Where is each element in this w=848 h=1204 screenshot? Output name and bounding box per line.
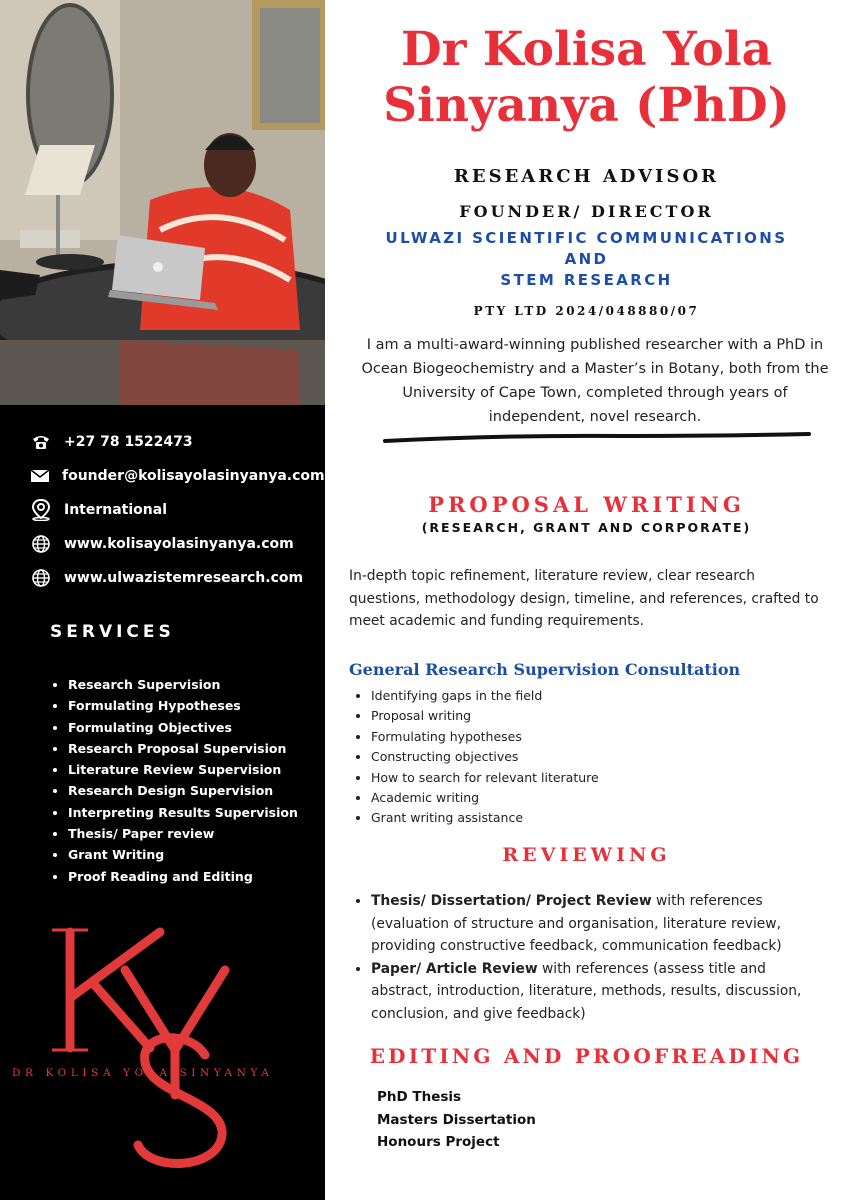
general-supervision-heading: General Research Supervision Consultation <box>349 660 741 679</box>
list-item <box>371 958 831 1026</box>
reviewing-heading: REVIEWING <box>502 844 671 866</box>
service-item: • Formulating Objectives <box>68 717 298 738</box>
proposal-heading: PROPOSAL WRITING <box>428 492 745 517</box>
list-item: Masters Dissertation <box>377 1111 536 1128</box>
list-item: • Formulating hypotheses <box>371 727 599 747</box>
general-supervision-list <box>353 686 599 829</box>
list-item: • Academic writing <box>371 788 599 808</box>
website-link-1: www.kolisayolasinyanya.com <box>64 536 294 552</box>
review-type: Paper/ Article Review <box>371 960 538 977</box>
company-registration: PTY LTD 2024/048880/07 <box>473 304 700 318</box>
service-item: • Research Supervision <box>68 674 298 695</box>
kys-monogram <box>0 920 325 1200</box>
editing-heading: EDITING AND PROOFREADING <box>369 1044 804 1068</box>
list-item: • Identifying gaps in the field <box>371 686 599 706</box>
service-item: • Interpreting Results Supervision <box>68 802 298 823</box>
name-line-1: Dr Kolisa Yola <box>400 22 773 77</box>
logo-caption: DR KOLISA YOLA SINYANYA <box>12 1067 274 1079</box>
review-description: with references (assess title and abstract, introduction, literature, methods, results, discussion, conclusion, and give feedback) <box>371 960 802 1022</box>
phone-number: +27 78 1522473 <box>64 434 193 450</box>
company-name-line-3: STEM RESEARCH <box>500 271 673 289</box>
globe-icon <box>30 567 52 589</box>
left-panel <box>0 0 325 1200</box>
phone-icon <box>30 431 52 453</box>
role-title: RESEARCH ADVISOR <box>453 166 720 187</box>
list-item: • Grant writing assistance <box>371 808 599 828</box>
list-item: • How to search for relevant literature <box>371 768 599 788</box>
services-list <box>50 674 298 887</box>
contact-location <box>30 493 320 527</box>
name-line-2: Sinyanya (PhD) <box>383 78 790 133</box>
globe-icon <box>30 533 52 555</box>
envelope-icon <box>30 465 50 487</box>
contact-website-1[interactable] <box>30 527 320 561</box>
founder-title: FOUNDER/ DIRECTOR <box>459 202 714 221</box>
location-text: International <box>64 502 168 518</box>
page-title <box>325 22 848 134</box>
list-item <box>371 890 831 958</box>
reviewing-list <box>353 890 831 1025</box>
main-content <box>325 0 848 1200</box>
service-item: • Proof Reading and Editing <box>68 866 298 887</box>
website-link-2: www.ulwazistemresearch.com <box>64 570 304 586</box>
service-item: • Research Design Supervision <box>68 780 298 801</box>
email-address: founder@kolisayolasinyanya.com <box>62 468 325 484</box>
service-item: • Research Proposal Supervision <box>68 738 298 759</box>
contact-list <box>30 425 325 595</box>
list-item: • Proposal writing <box>371 706 599 726</box>
review-type: Thesis/ Dissertation/ Project Review <box>371 893 652 909</box>
intro-paragraph: I am a multi-award-winning published researcher with a PhD in Ocean Biogeochemistry and a Master’s in Botany, both from the University of Cape Town, completed through years of independent, novel research. <box>361 337 829 425</box>
kys-logo <box>0 920 325 1200</box>
brush-divider <box>383 430 813 446</box>
photo-illustration <box>0 0 325 405</box>
proposal-subheading: (RESEARCH, GRANT AND CORPORATE) <box>421 520 752 535</box>
company-name-line-2: AND <box>564 250 609 268</box>
service-item: • Literature Review Supervision <box>68 759 298 780</box>
editing-list <box>377 1086 536 1154</box>
service-item: • Thesis/ Paper review <box>68 823 298 844</box>
contact-website-2[interactable] <box>30 561 320 595</box>
proposal-description: In-depth topic refinement, literature review, clear research questions, methodology design, timeline, and references, crafted to meet academic and funding requirements. <box>349 568 819 629</box>
services-title: SERVICES <box>50 622 175 642</box>
service-item: • Grant Writing <box>68 844 298 865</box>
contact-phone[interactable] <box>30 425 320 459</box>
profile-photo <box>0 0 325 405</box>
list-item: Honours Project <box>377 1134 500 1150</box>
company-name-line-1: ULWAZI SCIENTIFIC COMMUNICATIONS <box>385 229 788 247</box>
service-item: • Formulating Hypotheses <box>68 695 298 716</box>
location-pin-icon <box>30 499 52 521</box>
list-item: • Constructing objectives <box>371 747 599 767</box>
review-description: with references (evaluation of structure and organisation, literature review, providing constructive feedback, communication feedback) <box>371 893 782 954</box>
contact-email[interactable] <box>30 459 325 493</box>
list-item: PhD Thesis <box>377 1089 462 1105</box>
